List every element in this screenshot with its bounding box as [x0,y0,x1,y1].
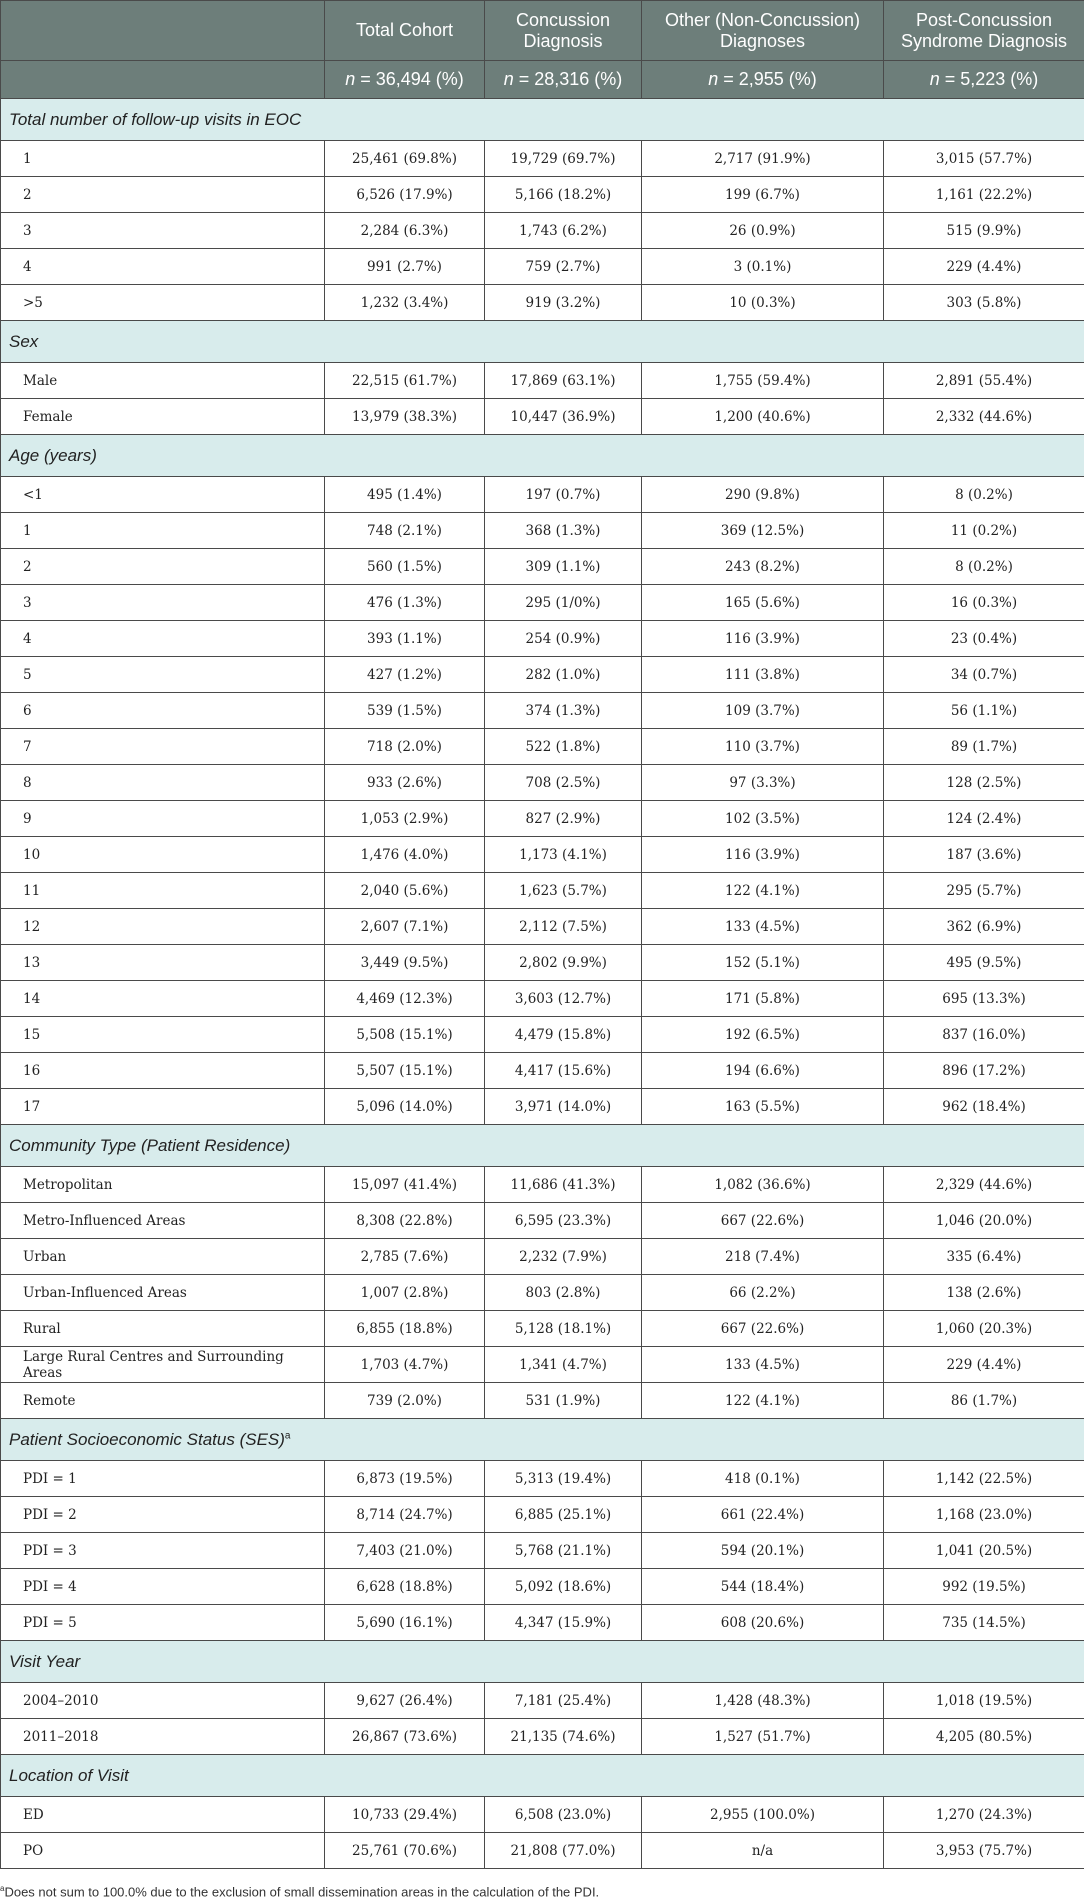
table-row [1,1683,1084,1719]
table-row [1,1833,1084,1869]
n-label: n [930,69,940,89]
cell-pcs: 4,205 (80.5%) [884,1719,1084,1755]
cell-concussion: 759 (2.7%) [485,249,642,285]
cell-total-cohort: 5,690 (16.1%) [325,1605,485,1641]
row-label: 9 [1,801,325,837]
cell-pcs: 124 (2.4%) [884,801,1084,837]
cell-total-cohort: 26,867 (73.6%) [325,1719,485,1755]
cell-other: 133 (4.5%) [642,909,884,945]
cell-total-cohort: 2,607 (7.1%) [325,909,485,945]
cell-other: 2,955 (100.0%) [642,1797,884,1833]
section-title: Community Type (Patient Residence) [9,1136,290,1155]
cell-total-cohort: 6,628 (18.8%) [325,1569,485,1605]
cell-concussion: 6,595 (23.3%) [485,1203,642,1239]
cell-concussion: 919 (3.2%) [485,285,642,321]
table-row [1,837,1084,873]
header-other-diagnoses: Other (Non-Concussion) Diagnoses [642,1,884,61]
cell-other: 116 (3.9%) [642,837,884,873]
cell-pcs: 1,060 (20.3%) [884,1311,1084,1347]
table-header [1,1,1084,99]
row-label: 2 [1,177,325,213]
cell-total-cohort: 991 (2.7%) [325,249,485,285]
cell-pcs: 837 (16.0%) [884,1017,1084,1053]
cell-concussion: 374 (1.3%) [485,693,642,729]
cell-other: 192 (6.5%) [642,1017,884,1053]
section-header-row [1,1755,1084,1797]
cell-total-cohort: 4,469 (12.3%) [325,981,485,1017]
row-label: Urban-Influenced Areas [1,1275,325,1311]
section-header-row [1,321,1084,363]
cell-other: 109 (3.7%) [642,693,884,729]
cell-other: 122 (4.1%) [642,873,884,909]
cell-other: 199 (6.7%) [642,177,884,213]
cell-other: 218 (7.4%) [642,1239,884,1275]
table-row [1,363,1084,399]
cell-total-cohort: 5,096 (14.0%) [325,1089,485,1125]
table-row [1,1203,1084,1239]
row-label: 4 [1,249,325,285]
cell-total-cohort: 560 (1.5%) [325,549,485,585]
cell-concussion: 19,729 (69.7%) [485,141,642,177]
cell-concussion: 309 (1.1%) [485,549,642,585]
cell-other: 594 (20.1%) [642,1533,884,1569]
n-label: n [708,69,718,89]
cell-pcs: 1,161 (22.2%) [884,177,1084,213]
cell-total-cohort: 1,476 (4.0%) [325,837,485,873]
table-row [1,1347,1084,1383]
cell-total-cohort: 15,097 (41.4%) [325,1167,485,1203]
cell-pcs: 303 (5.8%) [884,285,1084,321]
row-label: PDI = 1 [1,1461,325,1497]
cell-concussion: 21,808 (77.0%) [485,1833,642,1869]
cell-pcs: 735 (14.5%) [884,1605,1084,1641]
cell-pcs: 2,332 (44.6%) [884,399,1084,435]
cell-pcs: 89 (1.7%) [884,729,1084,765]
row-label: 11 [1,873,325,909]
table-row [1,801,1084,837]
cell-other: 1,082 (36.6%) [642,1167,884,1203]
cell-total-cohort: 739 (2.0%) [325,1383,485,1419]
section-header-row [1,1641,1084,1683]
cell-pcs: 1,041 (20.5%) [884,1533,1084,1569]
table-row [1,1275,1084,1311]
cell-total-cohort: 8,308 (22.8%) [325,1203,485,1239]
table-row [1,1383,1084,1419]
row-label: Large Rural Centres and Surrounding Areas [1,1347,325,1383]
cell-pcs: 3,015 (57.7%) [884,141,1084,177]
cell-pcs: 2,329 (44.6%) [884,1167,1084,1203]
cell-other: 667 (22.6%) [642,1203,884,1239]
cell-pcs: 992 (19.5%) [884,1569,1084,1605]
cell-total-cohort: 748 (2.1%) [325,513,485,549]
row-label: >5 [1,285,325,321]
cell-other: 1,755 (59.4%) [642,363,884,399]
table-row [1,1797,1084,1833]
section-title-cell [1,1755,1084,1797]
cell-concussion: 827 (2.9%) [485,801,642,837]
footnote-marker: a [0,1884,4,1893]
cell-concussion: 708 (2.5%) [485,765,642,801]
section-title: Patient Socioeconomic Status (SES) [9,1430,285,1449]
table-row [1,765,1084,801]
cell-pcs: 229 (4.4%) [884,249,1084,285]
section-title-cell [1,1419,1084,1461]
cell-pcs: 515 (9.9%) [884,213,1084,249]
n-value: = 2,955 (%) [723,69,817,89]
cell-total-cohort: 7,403 (21.0%) [325,1533,485,1569]
row-label: Rural [1,1311,325,1347]
cell-concussion: 1,341 (4.7%) [485,1347,642,1383]
table-row [1,873,1084,909]
cell-other: 418 (0.1%) [642,1461,884,1497]
cell-pcs: 362 (6.9%) [884,909,1084,945]
row-label: 2011–2018 [1,1719,325,1755]
table-row [1,1461,1084,1497]
section-title: Visit Year [9,1652,80,1671]
cell-pcs: 8 (0.2%) [884,477,1084,513]
table-row [1,693,1084,729]
cell-total-cohort: 22,515 (61.7%) [325,363,485,399]
cell-concussion: 4,347 (15.9%) [485,1605,642,1641]
n-value: = 28,316 (%) [519,69,623,89]
cell-concussion: 6,508 (23.0%) [485,1797,642,1833]
cell-total-cohort: 427 (1.2%) [325,657,485,693]
cell-concussion: 3,971 (14.0%) [485,1089,642,1125]
cell-other: 110 (3.7%) [642,729,884,765]
cell-concussion: 4,479 (15.8%) [485,1017,642,1053]
cell-other: 608 (20.6%) [642,1605,884,1641]
table-row [1,1569,1084,1605]
cell-other: 152 (5.1%) [642,945,884,981]
header-post-concussion-syndrome: Post-Concussion Syndrome Diagnosis [884,1,1084,61]
cell-other: 97 (3.3%) [642,765,884,801]
table-row [1,981,1084,1017]
row-label: Metropolitan [1,1167,325,1203]
cell-other: 1,428 (48.3%) [642,1683,884,1719]
cell-total-cohort: 933 (2.6%) [325,765,485,801]
cell-concussion: 10,447 (36.9%) [485,399,642,435]
cell-pcs: 187 (3.6%) [884,837,1084,873]
cell-total-cohort: 495 (1.4%) [325,477,485,513]
cell-total-cohort: 1,053 (2.9%) [325,801,485,837]
cell-concussion: 17,869 (63.1%) [485,363,642,399]
cell-total-cohort: 8,714 (24.7%) [325,1497,485,1533]
cell-pcs: 1,142 (22.5%) [884,1461,1084,1497]
cell-pcs: 3,953 (75.7%) [884,1833,1084,1869]
n-label: n [504,69,514,89]
n-value: = 5,223 (%) [945,69,1039,89]
table-row [1,285,1084,321]
cell-total-cohort: 5,508 (15.1%) [325,1017,485,1053]
header-n-other [642,61,884,99]
table-row [1,1017,1084,1053]
cell-other: 1,200 (40.6%) [642,399,884,435]
cell-pcs: 1,270 (24.3%) [884,1797,1084,1833]
row-label: 17 [1,1089,325,1125]
row-label: 10 [1,837,325,873]
table-row [1,621,1084,657]
cell-concussion: 3,603 (12.7%) [485,981,642,1017]
cell-pcs: 1,018 (19.5%) [884,1683,1084,1719]
cell-pcs: 56 (1.1%) [884,693,1084,729]
cell-concussion: 11,686 (41.3%) [485,1167,642,1203]
cell-pcs: 962 (18.4%) [884,1089,1084,1125]
table-row [1,1311,1084,1347]
row-label: 4 [1,621,325,657]
section-title: Age (years) [9,446,97,465]
cell-concussion: 5,166 (18.2%) [485,177,642,213]
cell-total-cohort: 393 (1.1%) [325,621,485,657]
footnote-text: Does not sum to 100.0% due to the exclusion of small dissemination areas in the calculation of the PDI. [4,1884,599,1899]
cell-concussion: 1,623 (5.7%) [485,873,642,909]
section-title-cell [1,1641,1084,1683]
n-value: = 36,494 (%) [360,69,464,89]
cell-total-cohort: 5,507 (15.1%) [325,1053,485,1089]
cell-pcs: 1,046 (20.0%) [884,1203,1084,1239]
cell-other: 1,527 (51.7%) [642,1719,884,1755]
n-label: n [345,69,355,89]
row-label: PDI = 4 [1,1569,325,1605]
cell-other: 163 (5.5%) [642,1089,884,1125]
cell-total-cohort: 3,449 (9.5%) [325,945,485,981]
cell-other: 111 (3.8%) [642,657,884,693]
table-row [1,585,1084,621]
cell-total-cohort: 2,040 (5.6%) [325,873,485,909]
row-label: Female [1,399,325,435]
table-body [1,99,1084,1869]
row-label: ED [1,1797,325,1833]
cell-other: 544 (18.4%) [642,1569,884,1605]
cell-total-cohort: 25,461 (69.8%) [325,141,485,177]
row-label: 3 [1,585,325,621]
cell-concussion: 2,112 (7.5%) [485,909,642,945]
cell-pcs: 34 (0.7%) [884,657,1084,693]
row-label: 2 [1,549,325,585]
row-label: 1 [1,513,325,549]
table-footnote [0,1884,599,1899]
cell-concussion: 5,092 (18.6%) [485,1569,642,1605]
table-row [1,399,1084,435]
row-label: PDI = 3 [1,1533,325,1569]
cell-concussion: 522 (1.8%) [485,729,642,765]
cell-concussion: 7,181 (25.4%) [485,1683,642,1719]
cell-concussion: 6,885 (25.1%) [485,1497,642,1533]
cell-total-cohort: 539 (1.5%) [325,693,485,729]
cell-other: 66 (2.2%) [642,1275,884,1311]
cell-pcs: 23 (0.4%) [884,621,1084,657]
cell-other: 10 (0.3%) [642,285,884,321]
header-n-corner [1,61,325,99]
row-label: 6 [1,693,325,729]
cell-concussion: 5,128 (18.1%) [485,1311,642,1347]
row-label: PO [1,1833,325,1869]
cell-other: 165 (5.6%) [642,585,884,621]
row-label: 13 [1,945,325,981]
cell-pcs: 138 (2.6%) [884,1275,1084,1311]
cell-pcs: 335 (6.4%) [884,1239,1084,1275]
section-title-cell [1,321,1084,363]
cell-total-cohort: 25,761 (70.6%) [325,1833,485,1869]
cell-total-cohort: 1,232 (3.4%) [325,285,485,321]
table-row [1,1533,1084,1569]
row-label: Metro-Influenced Areas [1,1203,325,1239]
cell-pcs: 896 (17.2%) [884,1053,1084,1089]
section-header-row [1,1125,1084,1167]
table-row [1,729,1084,765]
section-title: Location of Visit [9,1766,129,1785]
row-label: Male [1,363,325,399]
cell-other: 102 (3.5%) [642,801,884,837]
table-row [1,1167,1084,1203]
cell-total-cohort: 6,526 (17.9%) [325,177,485,213]
header-n-concussion [485,61,642,99]
table-row [1,1719,1084,1755]
table-row [1,177,1084,213]
cell-pcs: 128 (2.5%) [884,765,1084,801]
cell-concussion: 254 (0.9%) [485,621,642,657]
section-header-row [1,435,1084,477]
cell-pcs: 495 (9.5%) [884,945,1084,981]
cell-total-cohort: 476 (1.3%) [325,585,485,621]
row-label: 8 [1,765,325,801]
cell-pcs: 16 (0.3%) [884,585,1084,621]
section-header-row [1,1419,1084,1461]
header-corner [1,1,325,61]
table-row [1,657,1084,693]
table-row [1,1605,1084,1641]
cell-other: 290 (9.8%) [642,477,884,513]
table-row [1,1053,1084,1089]
cell-pcs: 229 (4.4%) [884,1347,1084,1383]
cell-concussion: 368 (1.3%) [485,513,642,549]
row-label: 12 [1,909,325,945]
cell-other: 369 (12.5%) [642,513,884,549]
cell-concussion: 2,232 (7.9%) [485,1239,642,1275]
cell-other: 194 (6.6%) [642,1053,884,1089]
row-label: 16 [1,1053,325,1089]
cell-other: 2,717 (91.9%) [642,141,884,177]
cell-other: 171 (5.8%) [642,981,884,1017]
row-label: 2004–2010 [1,1683,325,1719]
table-row [1,213,1084,249]
table-row [1,909,1084,945]
cell-other: 26 (0.9%) [642,213,884,249]
cell-pcs: 86 (1.7%) [884,1383,1084,1419]
section-footnote-marker: a [285,1430,291,1441]
table-row [1,1497,1084,1533]
cell-pcs: 695 (13.3%) [884,981,1084,1017]
row-label: 14 [1,981,325,1017]
cell-concussion: 282 (1.0%) [485,657,642,693]
section-title-cell [1,99,1084,141]
cell-other: n/a [642,1833,884,1869]
section-title-cell [1,435,1084,477]
cell-total-cohort: 6,873 (19.5%) [325,1461,485,1497]
cell-total-cohort: 1,703 (4.7%) [325,1347,485,1383]
cell-other: 661 (22.4%) [642,1497,884,1533]
cell-concussion: 531 (1.9%) [485,1383,642,1419]
cell-other: 116 (3.9%) [642,621,884,657]
section-title: Total number of follow-up visits in EOC [9,110,301,129]
row-label: PDI = 2 [1,1497,325,1533]
header-n-total-cohort [325,61,485,99]
cell-total-cohort: 6,855 (18.8%) [325,1311,485,1347]
table-row [1,141,1084,177]
cell-other: 667 (22.6%) [642,1311,884,1347]
cell-other: 243 (8.2%) [642,549,884,585]
cell-concussion: 295 (1/0%) [485,585,642,621]
cell-total-cohort: 10,733 (29.4%) [325,1797,485,1833]
row-label: Urban [1,1239,325,1275]
row-label: 15 [1,1017,325,1053]
table-row [1,1089,1084,1125]
cell-total-cohort: 2,785 (7.6%) [325,1239,485,1275]
header-concussion-diagnosis: Concussion Diagnosis [485,1,642,61]
cell-total-cohort: 718 (2.0%) [325,729,485,765]
cell-concussion: 2,802 (9.9%) [485,945,642,981]
header-n-pcs [884,61,1084,99]
cell-total-cohort: 9,627 (26.4%) [325,1683,485,1719]
row-label: 5 [1,657,325,693]
table-row [1,477,1084,513]
cell-concussion: 197 (0.7%) [485,477,642,513]
row-label: <1 [1,477,325,513]
row-label: 1 [1,141,325,177]
cell-concussion: 1,173 (4.1%) [485,837,642,873]
cell-total-cohort: 13,979 (38.3%) [325,399,485,435]
cell-total-cohort: 1,007 (2.8%) [325,1275,485,1311]
row-label: PDI = 5 [1,1605,325,1641]
row-label: Remote [1,1383,325,1419]
table-row [1,513,1084,549]
cell-pcs: 295 (5.7%) [884,873,1084,909]
cell-pcs: 8 (0.2%) [884,549,1084,585]
cell-pcs: 2,891 (55.4%) [884,363,1084,399]
table-row [1,1239,1084,1275]
section-title-cell [1,1125,1084,1167]
cell-pcs: 1,168 (23.0%) [884,1497,1084,1533]
cell-other: 3 (0.1%) [642,249,884,285]
cell-concussion: 1,743 (6.2%) [485,213,642,249]
cell-concussion: 803 (2.8%) [485,1275,642,1311]
row-label: 3 [1,213,325,249]
table-row [1,249,1084,285]
cell-other: 122 (4.1%) [642,1383,884,1419]
row-label: 7 [1,729,325,765]
cell-other: 133 (4.5%) [642,1347,884,1383]
cell-pcs: 11 (0.2%) [884,513,1084,549]
cell-concussion: 21,135 (74.6%) [485,1719,642,1755]
cell-total-cohort: 2,284 (6.3%) [325,213,485,249]
table-row [1,945,1084,981]
section-header-row [1,99,1084,141]
cell-concussion: 5,313 (19.4%) [485,1461,642,1497]
cell-concussion: 4,417 (15.6%) [485,1053,642,1089]
header-total-cohort: Total Cohort [325,1,485,61]
cell-concussion: 5,768 (21.1%) [485,1533,642,1569]
section-title: Sex [9,332,38,351]
table-row [1,549,1084,585]
